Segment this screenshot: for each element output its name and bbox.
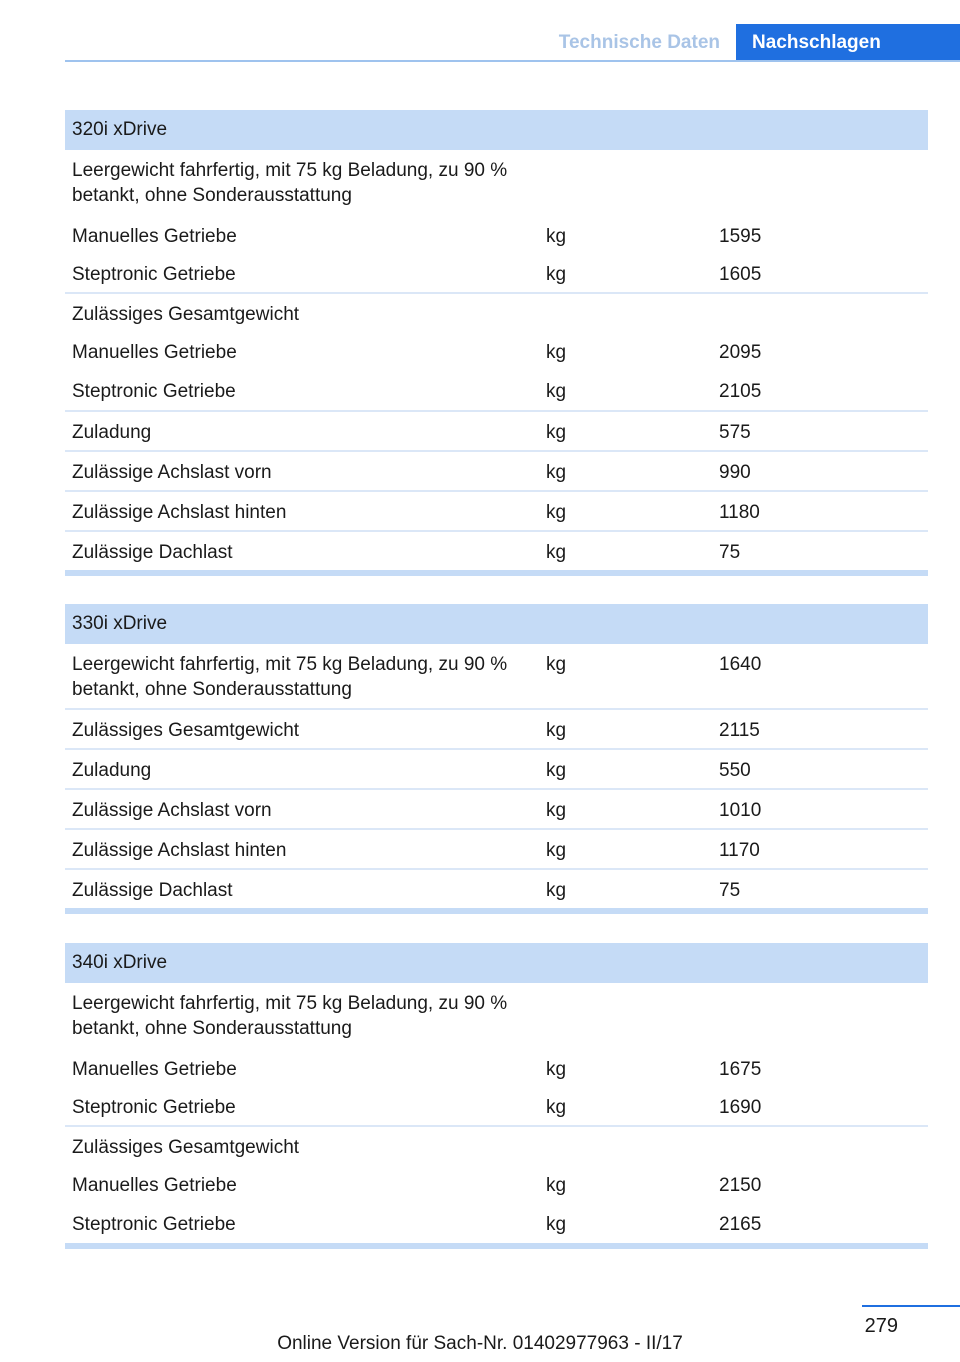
table-row (65, 1047, 928, 1085)
row-unit: kg (546, 502, 567, 523)
chapter-tab[interactable]: Nachschlagen (736, 24, 960, 62)
table-title: 320i xDrive (65, 110, 928, 150)
row-value: 1605 (719, 264, 762, 285)
table-row (65, 214, 928, 252)
row-unit: kg (546, 840, 567, 861)
row-unit: kg (546, 720, 567, 741)
row-value: 2150 (719, 1175, 762, 1196)
table-row (65, 292, 928, 332)
row-value: 1180 (719, 502, 760, 523)
row-unit: kg (546, 760, 567, 781)
row-unit: kg (546, 422, 567, 443)
row-unit: kg (546, 654, 567, 675)
table-row (65, 490, 928, 530)
row-value: 990 (719, 462, 751, 483)
table-row (65, 1165, 928, 1204)
table-row (65, 644, 928, 708)
table-row (65, 332, 928, 371)
row-label: Manuelles Getriebe (72, 226, 237, 247)
row-label: Zuladung (72, 422, 152, 443)
row-label: Zulässige Dachlast (72, 542, 233, 563)
row-unit: kg (546, 342, 567, 363)
row-label: Zulässige Achslast vorn (72, 800, 272, 821)
row-label: Zulässiges Gesamtgewicht (72, 304, 300, 325)
row-value: 1595 (719, 226, 762, 247)
row-value: 2115 (719, 720, 760, 741)
spec-table-320i (65, 110, 928, 576)
row-unit: kg (546, 800, 567, 821)
table-row (65, 371, 928, 410)
table-row (65, 788, 928, 828)
spec-table-330i (65, 604, 928, 914)
table-row (65, 748, 928, 788)
table-row (65, 450, 928, 490)
row-label: Manuelles Getriebe (72, 1175, 237, 1196)
row-unit: kg (546, 264, 567, 285)
row-label: Zulässige Achslast hinten (72, 840, 287, 861)
table-row (65, 868, 928, 908)
row-label: Zulässige Achslast hinten (72, 502, 287, 523)
table-row (65, 1085, 928, 1125)
row-value: 550 (719, 760, 751, 781)
row-label: Zuladung (72, 760, 152, 781)
row-label: Zulässiges Gesamtgewicht (72, 1137, 300, 1158)
row-value: 2095 (719, 342, 762, 363)
row-value: 1640 (719, 654, 762, 675)
row-label: Steptronic Getriebe (72, 381, 236, 402)
table-row (65, 1125, 928, 1165)
table-bottom-rule (65, 1243, 928, 1249)
header-divider (65, 60, 960, 62)
row-label: Zulässige Achslast vorn (72, 462, 272, 483)
row-label: Steptronic Getriebe (72, 1214, 236, 1235)
spec-table-340i (65, 943, 928, 1249)
row-unit: kg (546, 462, 567, 483)
table-row (65, 530, 928, 570)
table-row (65, 410, 928, 450)
table-row (65, 708, 928, 748)
row-value: 75 (719, 880, 741, 901)
page-header (65, 24, 960, 62)
page-number: 279 (864, 1315, 898, 1337)
table-row (65, 1204, 928, 1243)
row-value: 2165 (719, 1214, 762, 1235)
row-unit: kg (546, 1175, 567, 1196)
table-title: 330i xDrive (65, 604, 928, 644)
online-version-note: Online Version für Sach-Nr. 01402977963 - II/17 (277, 1333, 683, 1354)
row-label: Steptronic Getriebe (72, 264, 236, 285)
section-tab[interactable]: Technische Daten (558, 32, 720, 53)
row-label: Leergewicht fahrfertig, mit 75 kg Beladung, zu 90 % betankt, ohne Sonderausstattung (72, 160, 508, 206)
row-unit: kg (546, 226, 567, 247)
row-unit: kg (546, 1097, 567, 1118)
row-label: Leergewicht fahrfertig, mit 75 kg Beladung, zu 90 % betankt, ohne Sonderausstattung (72, 993, 508, 1039)
table-row (65, 828, 928, 868)
row-label: Leergewicht fahrfertig, mit 75 kg Beladung, zu 90 % betankt, ohne Sonderausstattung (72, 654, 508, 700)
row-label: Zulässiges Gesamtgewicht (72, 720, 300, 741)
row-unit: kg (546, 542, 567, 563)
page-number-rule (862, 1305, 960, 1307)
table-title: 340i xDrive (65, 943, 928, 983)
table-row (65, 150, 928, 214)
row-value: 575 (719, 422, 751, 443)
row-unit: kg (546, 381, 567, 402)
row-unit: kg (546, 1059, 567, 1080)
table-row (65, 252, 928, 292)
row-value: 1690 (719, 1097, 762, 1118)
table-bottom-rule (65, 570, 928, 576)
row-value: 1010 (719, 800, 762, 821)
table-row (65, 983, 928, 1047)
row-value: 2105 (719, 381, 762, 402)
row-value: 1675 (719, 1059, 762, 1080)
table-bottom-rule (65, 908, 928, 914)
row-value: 75 (719, 542, 741, 563)
row-label: Steptronic Getriebe (72, 1097, 236, 1118)
row-label: Manuelles Getriebe (72, 342, 237, 363)
row-value: 1170 (719, 840, 760, 861)
row-unit: kg (546, 1214, 567, 1235)
row-label: Manuelles Getriebe (72, 1059, 237, 1080)
row-label: Zulässige Dachlast (72, 880, 233, 901)
row-unit: kg (546, 880, 567, 901)
